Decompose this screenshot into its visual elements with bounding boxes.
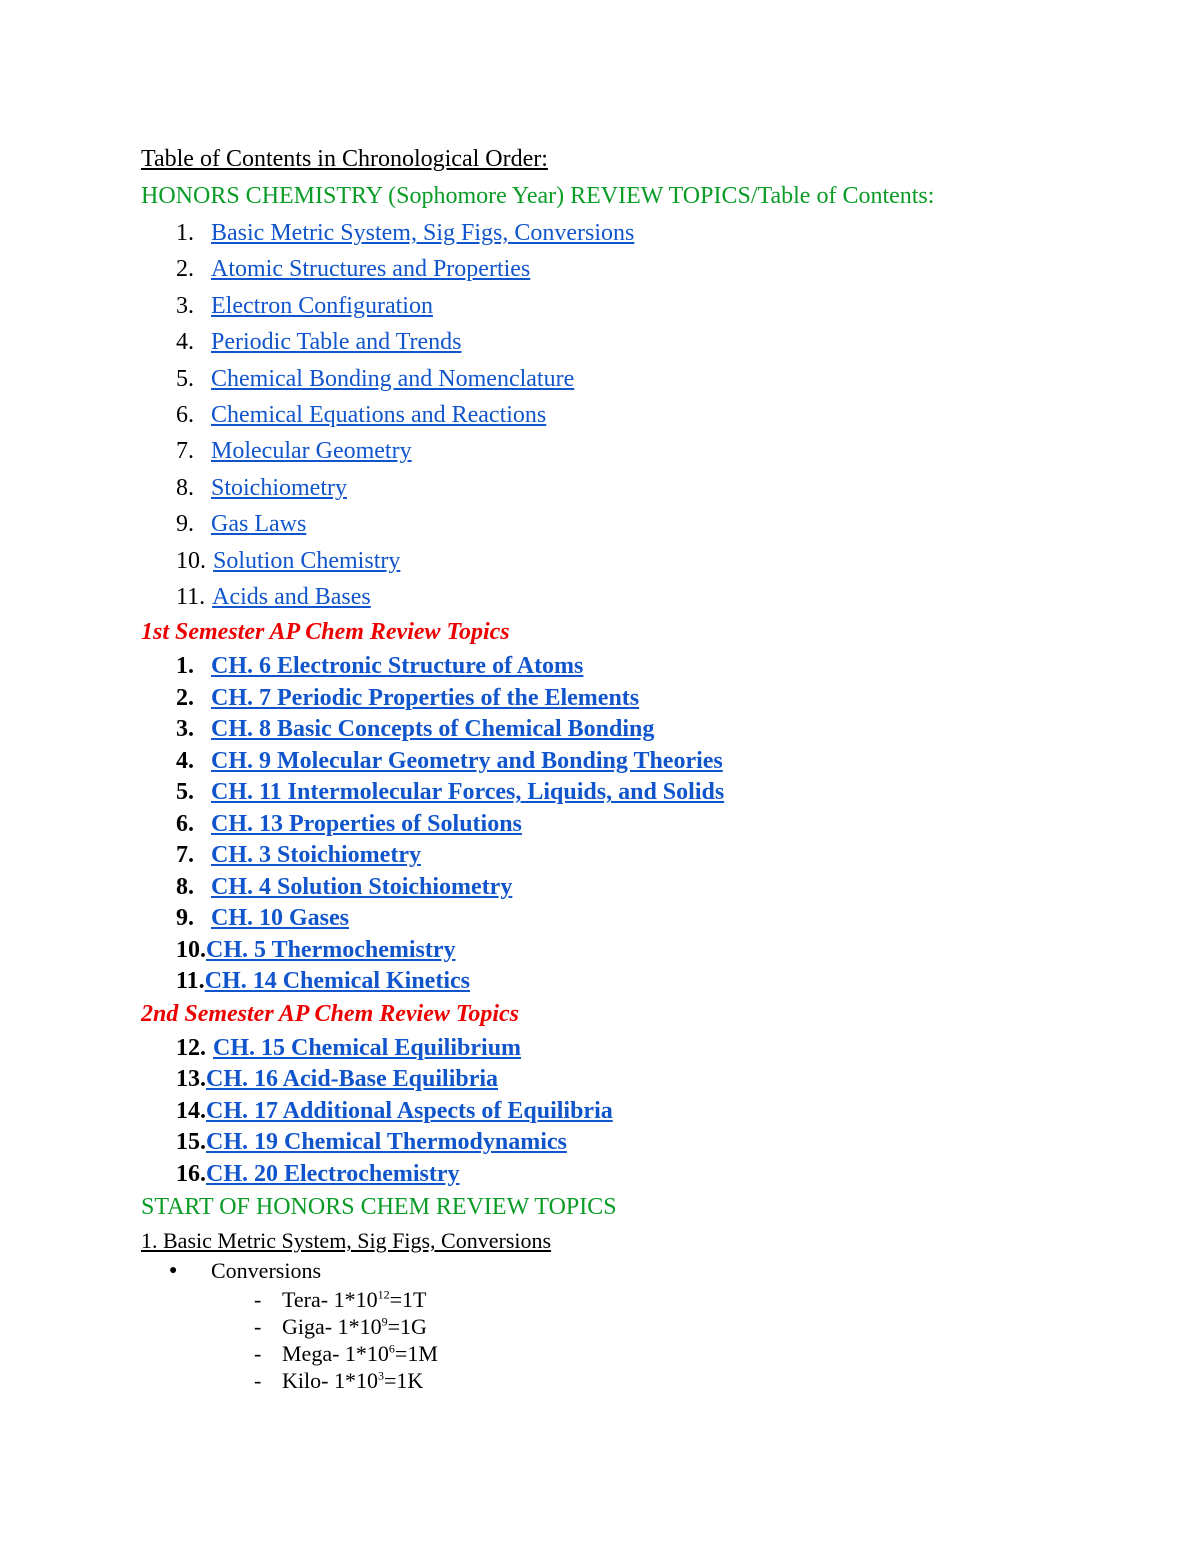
toc-item-link[interactable]: CH. 16 Acid-Base Equilibria [206, 1066, 499, 1093]
toc-item [141, 966, 1141, 998]
toc-item-number: 16. [176, 1160, 206, 1187]
toc-title: Table of Contents in Chronological Order: [141, 146, 548, 172]
conversion-result: =1M [394, 1341, 438, 1367]
toc-item [141, 362, 1141, 398]
toc-item-link[interactable]: CH. 11 Intermolecular Forces, Liquids, and Solids [211, 779, 725, 806]
toc-item-link[interactable]: CH. 14 Chemical Kinetics [204, 968, 470, 995]
toc-item-link[interactable]: Molecular Geometry [211, 438, 412, 465]
toc-item-link[interactable]: Solution Chemistry [213, 547, 401, 574]
toc-item-link[interactable]: CH. 5 Thermochemistry [206, 936, 456, 963]
conversion-prefix: Mega- 1*10 [282, 1341, 389, 1367]
toc-item-link[interactable]: Acids and Bases [212, 583, 371, 610]
toc-item-link[interactable]: CH. 7 Periodic Properties of the Elements [211, 684, 640, 711]
conversion-item [141, 1286, 1141, 1313]
toc-item-number: 15. [176, 1129, 206, 1156]
conversion-prefix: Tera- 1*10 [282, 1287, 378, 1313]
conversion-item [141, 1313, 1141, 1340]
toc-item [141, 809, 1141, 841]
toc-item-number: 5. [176, 365, 194, 392]
bullet-icon: ● [169, 1263, 178, 1279]
toc-item [141, 872, 1141, 904]
toc-item-number: 8. [176, 474, 194, 501]
toc-item-link[interactable]: Basic Metric System, Sig Figs, Conversions [211, 220, 635, 246]
toc-item [141, 544, 1141, 580]
toc-item-link[interactable]: CH. 13 Properties of Solutions [211, 810, 522, 837]
toc-item [141, 252, 1141, 288]
toc-item-link[interactable]: CH. 15 Chemical Equilibrium [213, 1034, 522, 1061]
toc-item [141, 580, 1141, 616]
toc-item [141, 651, 1141, 683]
toc-item [141, 1096, 1141, 1128]
toc-item-number: 5. [176, 779, 194, 806]
conversion-prefix: Giga- 1*10 [282, 1314, 382, 1340]
document-page [141, 142, 1141, 1394]
toc-item [141, 471, 1141, 507]
conversion-exponent: 12 [377, 1287, 390, 1302]
toc-item-link[interactable]: CH. 4 Solution Stoichiometry [211, 873, 513, 900]
toc-item [141, 714, 1141, 746]
conversion-exponent: 6 [388, 1341, 395, 1356]
toc-item [141, 1064, 1141, 1096]
conversion-list [141, 1286, 1141, 1394]
dash-marker: - [254, 1314, 262, 1340]
toc-item [141, 1159, 1141, 1191]
conversions-label: Conversions [211, 1258, 321, 1284]
toc-item [141, 507, 1141, 543]
toc-item-link[interactable]: Chemical Equations and Reactions [211, 401, 547, 428]
toc-item-number: 11. [176, 968, 205, 995]
toc-item [141, 935, 1141, 967]
toc-item [141, 398, 1141, 434]
toc-item [141, 683, 1141, 715]
toc-item-number: 8. [176, 873, 194, 900]
conversion-exponent: 3 [377, 1368, 384, 1383]
conversion-item [141, 1340, 1141, 1367]
toc-item-number: 7. [176, 438, 194, 465]
toc-item-link[interactable]: CH. 6 Electronic Structure of Atoms [211, 653, 584, 680]
toc-item-link[interactable]: CH. 10 Gases [211, 905, 349, 932]
toc-item-number: 2. [176, 684, 194, 711]
toc-item-link[interactable]: CH. 19 Chemical Thermodynamics [206, 1129, 567, 1156]
conversions-bullet-list [141, 1256, 1141, 1286]
toc-item-number: 4. [176, 329, 194, 356]
conversion-item [141, 1367, 1141, 1394]
toc-item [141, 434, 1141, 470]
toc-item-number: 6. [176, 401, 194, 428]
toc-item-number: 10. [176, 547, 206, 574]
toc-item-link[interactable]: Chemical Bonding and Nomenclature [211, 365, 575, 392]
toc-item-link[interactable]: Electron Configuration [211, 292, 433, 319]
toc-item-number: 11. [176, 583, 206, 610]
conversion-result: =1T [389, 1287, 427, 1313]
second-semester-topic-list [141, 1033, 1141, 1191]
dash-marker: - [254, 1341, 262, 1367]
toc-item [141, 840, 1141, 872]
toc-item-number: 13. [176, 1066, 206, 1093]
toc-item-number: 10. [176, 936, 206, 963]
toc-item [141, 777, 1141, 809]
toc-item-number: 9. [176, 511, 194, 538]
toc-item-number: 12. [176, 1034, 206, 1061]
toc-item-link[interactable]: Atomic Structures and Properties [211, 256, 531, 283]
toc-item-number: 1. [176, 220, 194, 246]
honors-heading: HONORS CHEMISTRY (Sophomore Year) REVIEW TOPICS/Table of Contents: [141, 183, 935, 209]
conversions-bullet [141, 1256, 1141, 1286]
dash-marker: - [254, 1368, 262, 1394]
toc-item-number: 14. [176, 1097, 206, 1124]
toc-item-number: 1. [176, 653, 194, 680]
dash-marker: - [254, 1287, 262, 1313]
toc-item [141, 216, 1141, 252]
conversion-result: =1K [383, 1368, 424, 1394]
conversion-result: =1G [387, 1314, 427, 1340]
toc-item-link[interactable]: Stoichiometry [211, 474, 347, 501]
toc-item-number: 9. [176, 905, 194, 932]
toc-item-link[interactable]: CH. 3 Stoichiometry [211, 842, 421, 869]
toc-item [141, 903, 1141, 935]
first-semester-topic-list [141, 651, 1141, 998]
toc-item-number: 3. [176, 716, 194, 743]
toc-item-number: 7. [176, 842, 194, 869]
first-semester-heading: 1st Semester AP Chem Review Topics [141, 619, 510, 646]
toc-item-link[interactable]: CH. 17 Additional Aspects of Equilibria [206, 1097, 613, 1124]
toc-item [141, 1127, 1141, 1159]
toc-item-link[interactable]: CH. 8 Basic Concepts of Chemical Bonding [211, 716, 655, 743]
section-1-heading: 1. Basic Metric System, Sig Figs, Conversions [141, 1228, 552, 1254]
toc-item [141, 746, 1141, 778]
toc-item [141, 289, 1141, 325]
toc-item-number: 4. [176, 747, 194, 774]
toc-item-link[interactable]: CH. 9 Molecular Geometry and Bonding Theories [211, 747, 723, 774]
toc-item-number: 3. [176, 292, 194, 319]
toc-item-link[interactable]: Gas Laws [211, 511, 307, 538]
conversion-prefix: Kilo- 1*10 [282, 1368, 378, 1394]
toc-item [141, 325, 1141, 361]
honors-topic-list [141, 216, 1141, 616]
second-semester-heading: 2nd Semester AP Chem Review Topics [141, 1000, 519, 1027]
conversion-exponent: 9 [381, 1314, 388, 1329]
start-review-heading: START OF HONORS CHEM REVIEW TOPICS [141, 1194, 617, 1221]
toc-item [141, 1033, 1141, 1065]
toc-item-link[interactable]: CH. 20 Electrochemistry [206, 1160, 460, 1187]
toc-item-number: 6. [176, 810, 194, 837]
toc-item-link[interactable]: Periodic Table and Trends [211, 329, 462, 356]
toc-item-number: 2. [176, 256, 194, 283]
